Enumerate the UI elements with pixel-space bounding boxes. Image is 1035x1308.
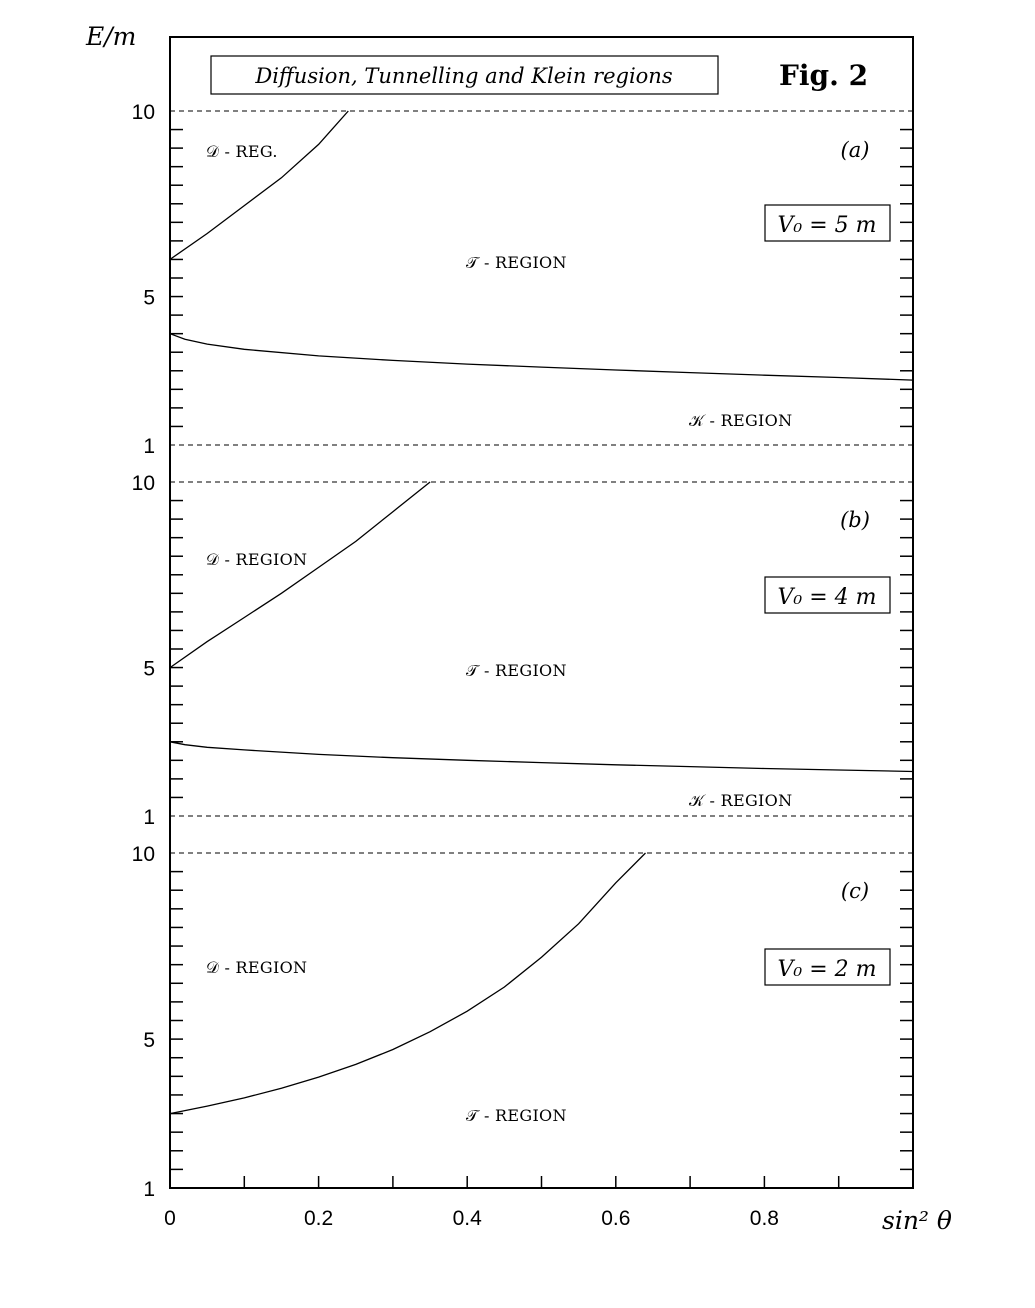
panel-letter: (b)	[840, 508, 870, 532]
y-axis-label: E/m	[86, 22, 137, 51]
potential-label: V₀ = 5 m	[777, 213, 877, 238]
x-tick-label: 0.2	[303, 1207, 334, 1230]
panel-letter: (c)	[840, 879, 870, 903]
region-label: 𝒯 - REGION	[466, 1106, 567, 1125]
boundary-curve	[170, 853, 646, 1114]
boundary-curve	[170, 742, 913, 772]
boundary-curve	[170, 111, 348, 259]
region-label: 𝒟 - REGION	[206, 958, 308, 977]
region-label: 𝒦 - REGION	[689, 411, 793, 430]
potential-label: V₀ = 4 m	[777, 585, 877, 610]
y-tick-label: 5	[143, 1029, 155, 1053]
boundary-curve	[170, 482, 430, 668]
y-tick-label: 10	[131, 843, 155, 866]
y-tick-marks	[170, 130, 913, 1170]
y-tick-label: 1	[143, 806, 155, 829]
panel-letter: (a)	[840, 138, 870, 162]
y-tick-label: 5	[143, 286, 155, 310]
boundary-curve	[170, 334, 913, 380]
region-label: 𝒟 - REG.	[206, 142, 278, 161]
chart-title: Diffusion, Tunnelling and Klein regions	[255, 64, 673, 88]
figure-label: Fig. 2	[779, 59, 869, 92]
region-label: 𝒟 - REGION	[206, 550, 308, 569]
region-label: 𝒦 - REGION	[689, 791, 793, 810]
y-tick-label: 10	[131, 101, 155, 124]
chart-labels	[132, 101, 890, 1230]
region-label: 𝒯 - REGION	[466, 661, 567, 680]
y-tick-label: 5	[143, 657, 155, 681]
x-axis-label: sin² θ	[882, 1206, 952, 1235]
x-tick-label: 0.6	[601, 1207, 631, 1230]
x-tick-marks	[244, 1176, 838, 1188]
y-tick-label: 10	[131, 472, 155, 495]
y-tick-label: 1	[143, 435, 155, 458]
y-tick-label: 1	[143, 1178, 155, 1201]
x-tick-label: 0	[164, 1207, 176, 1230]
potential-label: V₀ = 2 m	[777, 957, 877, 982]
x-tick-label: 0.4	[452, 1207, 482, 1230]
x-tick-label: 0.8	[749, 1207, 780, 1230]
region-label: 𝒯 - REGION	[466, 253, 567, 272]
